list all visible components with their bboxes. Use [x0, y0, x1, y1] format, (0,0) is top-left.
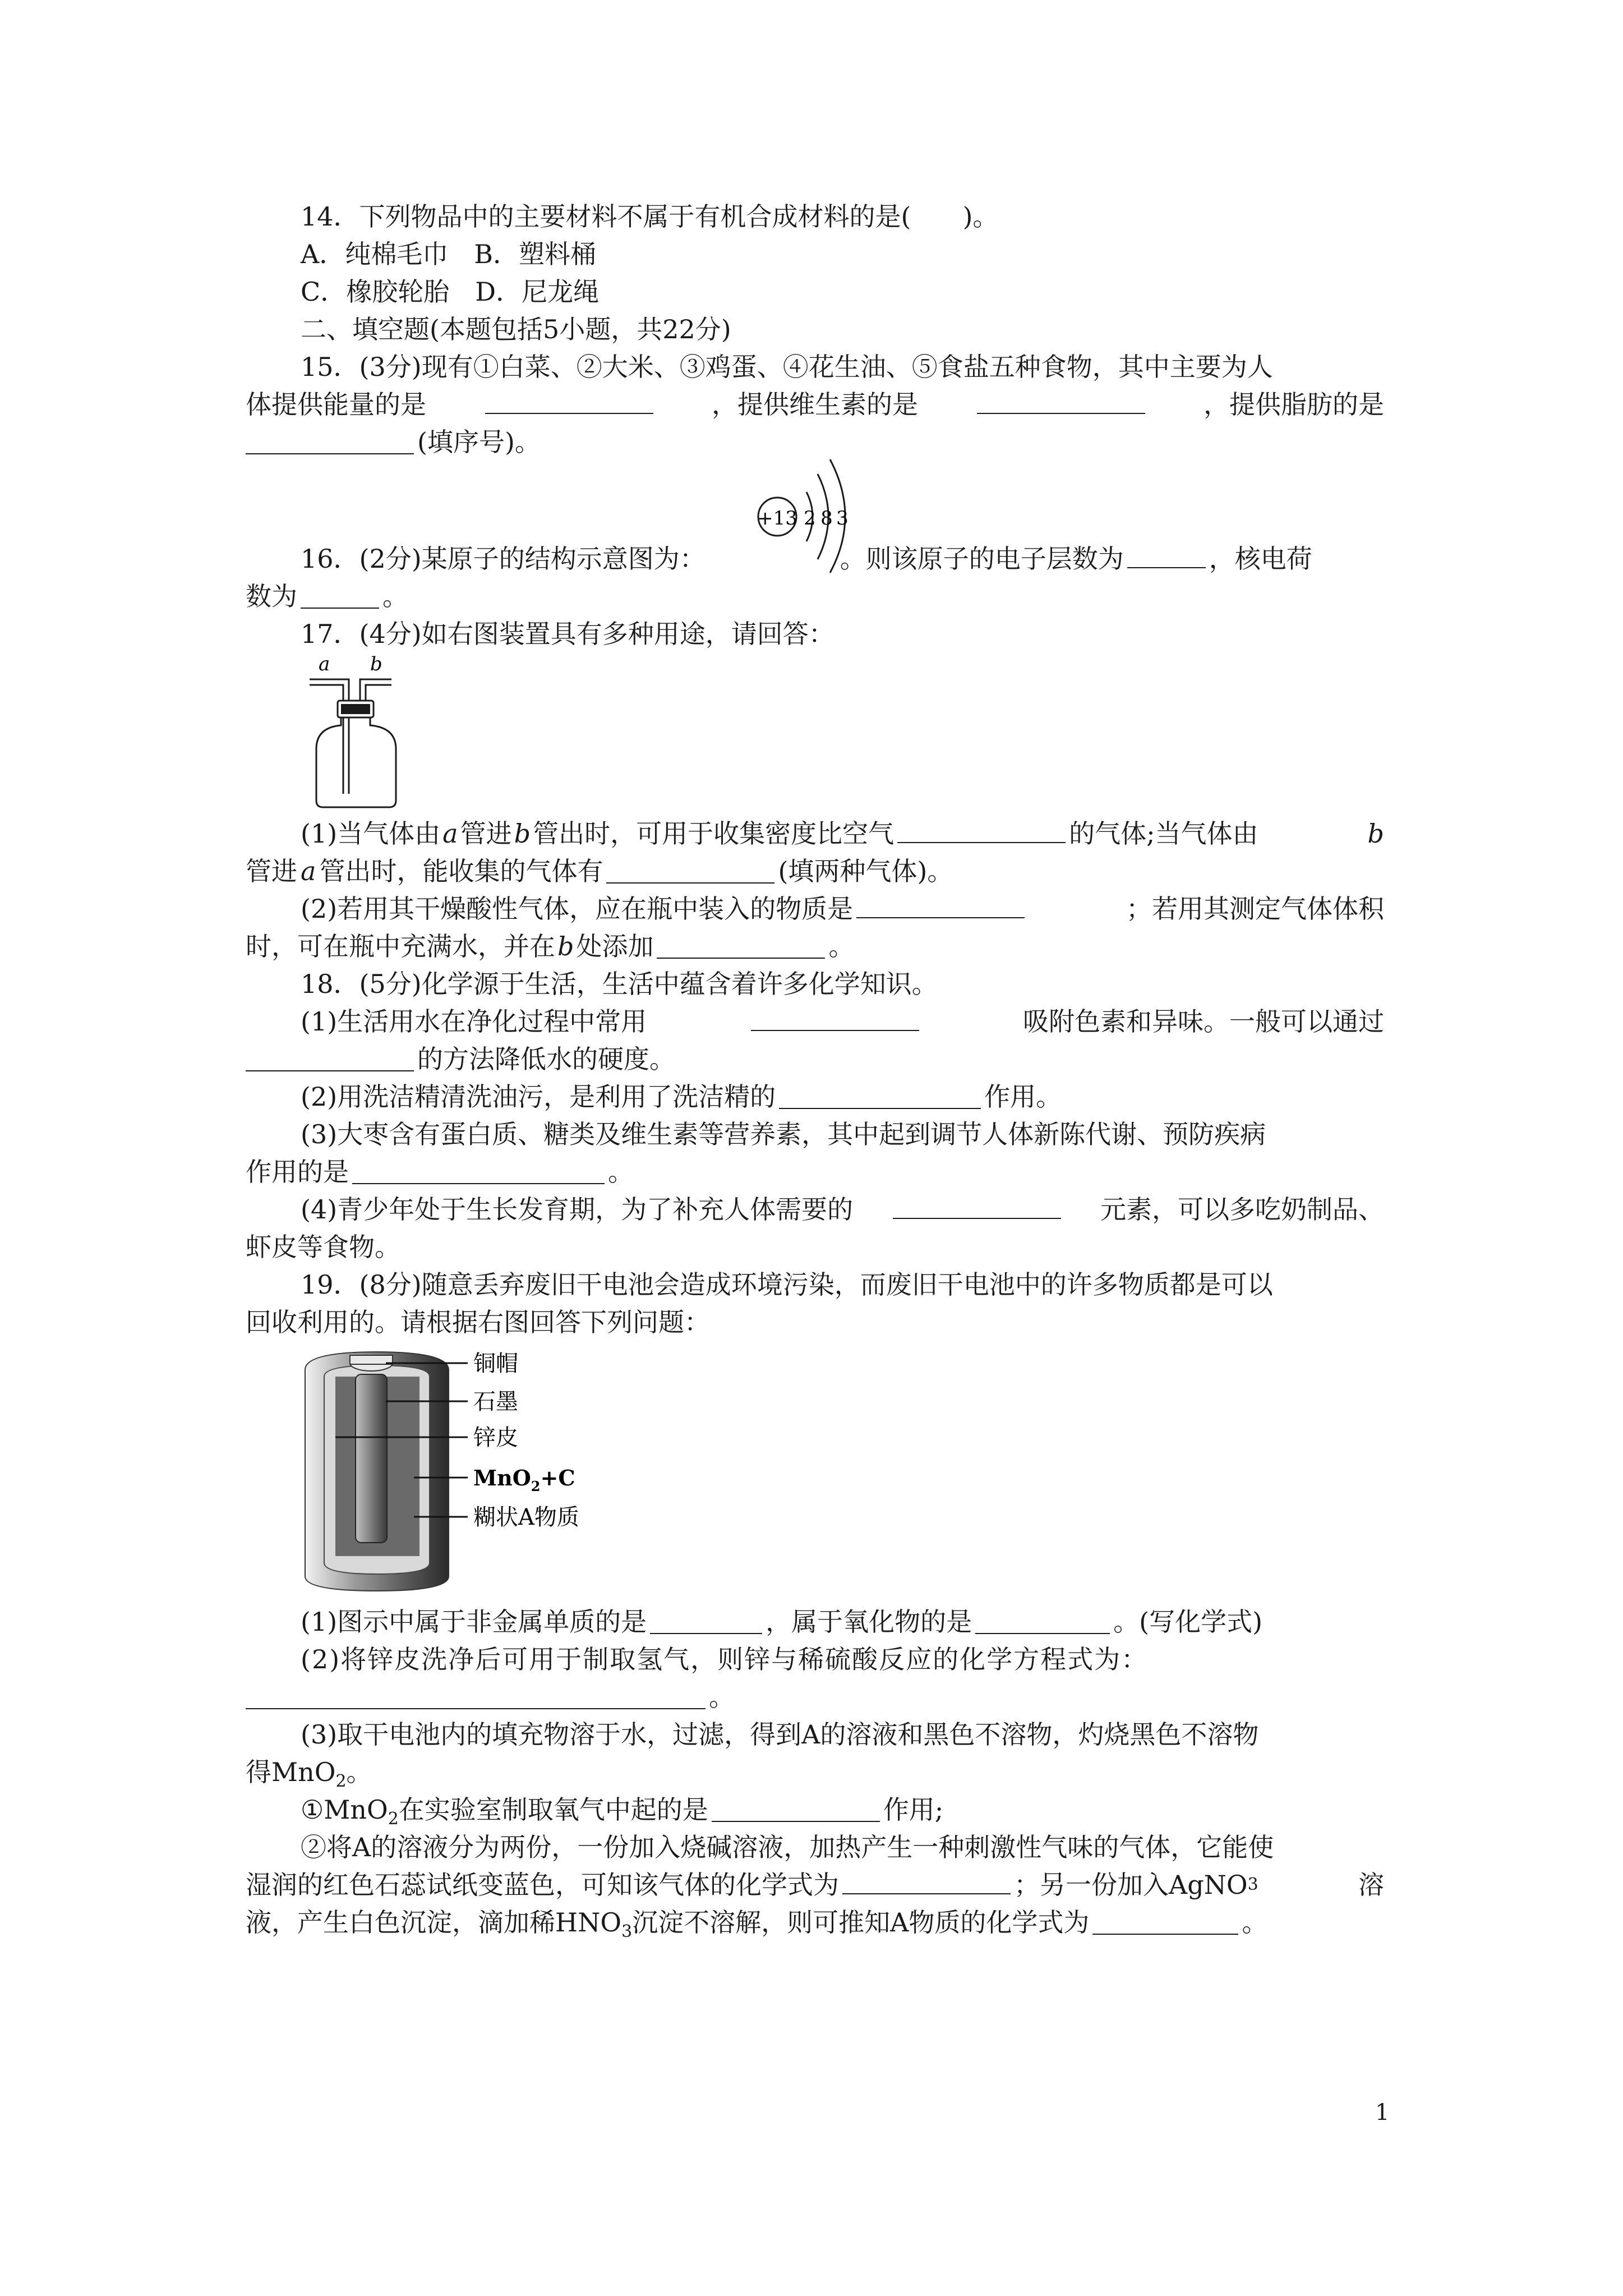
- q16-text-number: 数为: [246, 581, 297, 611]
- q17-blank-apparatus[interactable]: [657, 932, 825, 959]
- q17-p1-italic-a2: a: [301, 856, 316, 886]
- q18-p4-line2: 虾皮等食物。: [246, 1232, 400, 1262]
- q16-text-layers: 。则该原子的电子层数为: [840, 544, 1124, 574]
- q17-p2-text-4: 处添加: [576, 931, 654, 961]
- q19-blank-nonmetal[interactable]: [650, 1607, 762, 1634]
- label-mno2: MnO$_2$+C: [473, 1465, 575, 1494]
- q17-blank-drying-agent[interactable]: [856, 891, 1025, 918]
- q16-text-charge: ，核电荷: [1209, 544, 1312, 574]
- q18-p3-period: 。: [608, 1157, 634, 1187]
- q15-text-fat: ，提供脂肪的是: [1204, 389, 1384, 420]
- q19-s2-period: 。: [1242, 1907, 1268, 1938]
- q17-p2-period: 。: [828, 931, 855, 961]
- q19-s2-subscript: 3: [1247, 1875, 1258, 1894]
- q19-p2-line2: [246, 1680, 735, 1714]
- q19-p2-line1: [301, 1642, 1384, 1677]
- q18-p3-line1: (3)大枣含有蛋白质、糖类及维生素等营养素，其中起到调节人体新陈代谢、预防疾病: [301, 1119, 1266, 1149]
- q15-line2: [246, 387, 1384, 422]
- q18-p4-text-2: 元素，可以多吃奶制品、: [1100, 1194, 1384, 1225]
- q19-p2-text: (2)将锌皮洗净后可用于制取氢气，则锌与稀硫酸反应的化学方程式为：: [301, 1644, 1149, 1674]
- q18-p2: [301, 1079, 1062, 1114]
- q18-p1-text-1: (1)生活用水在净化过程中常用: [301, 1006, 647, 1037]
- q18-p3-line2: [246, 1154, 634, 1189]
- q19-blank-a-formula[interactable]: [1092, 1908, 1238, 1935]
- q17-p1-line1: [301, 816, 1384, 851]
- q19-p1: [301, 1604, 1262, 1639]
- q19-s2-line2: [246, 1867, 1384, 1902]
- q18-p1-text-2: 吸附色素和异味。一般可以通过: [1022, 1006, 1384, 1037]
- q17-blank-density[interactable]: [897, 816, 1066, 843]
- q18-blank-adsorbent[interactable]: [751, 1004, 919, 1031]
- q19-blank-equation[interactable]: [246, 1682, 706, 1709]
- q17-p1-text-2: 管进: [460, 818, 512, 849]
- q18-p1-text-3: 的方法降低水的硬度。: [417, 1044, 675, 1074]
- label-graphite: 石墨: [473, 1389, 518, 1415]
- q16-period: 。: [382, 581, 408, 611]
- q15-line3: [246, 425, 541, 459]
- dry-battery-diagram: [302, 1341, 616, 1599]
- q17-p1-text-5: 管进: [246, 856, 297, 886]
- q19-p1-text-3: 。(写化学式): [1113, 1607, 1263, 1637]
- q19-s2-line3: [246, 1905, 1267, 1949]
- shell-electrons-2: 8: [820, 507, 833, 530]
- q15-text-vitamin: ，提供维生素的是: [712, 389, 918, 420]
- q19-blank-catalyst[interactable]: [712, 1795, 880, 1822]
- q19-s1-text-2: 在实验室制取氧气中起的是: [398, 1795, 708, 1825]
- q19-line1: 19．(8分)随意丢弃废旧干电池会造成环境污染，而废旧干电池中的许多物质都是可以: [301, 1269, 1273, 1300]
- q18-blank-vitamin[interactable]: [352, 1157, 605, 1184]
- q19-s2-text-3: 溶: [1358, 1870, 1384, 1900]
- q17-p2-text-1: (2)若用其干燥酸性气体，应在瓶中装入的物质是: [301, 894, 854, 924]
- graphite-rod: [356, 1374, 387, 1543]
- q19-s2-line1: ②将A的溶液分为两份，一份加入烧碱溶液，加热产生一种刺激性气味的气体，它能使: [301, 1832, 1274, 1862]
- q16-text-intro: 16．(2分)某原子的结构示意图为：: [301, 544, 706, 574]
- q18-blank-softening[interactable]: [246, 1045, 414, 1071]
- label-copper-cap: 铜帽: [473, 1351, 518, 1377]
- q16-line2: [246, 579, 408, 614]
- q19-s2-text-2: ；另一份加入AgNO: [1014, 1870, 1248, 1900]
- q16-line1: [301, 541, 1384, 576]
- shell-electrons-1: 2: [804, 507, 816, 530]
- q18-p4-text-1: (4)青少年处于生长发育期，为了补充人体需要的: [301, 1194, 854, 1225]
- nucleus-charge: +13: [757, 507, 797, 530]
- q15-blank-fat[interactable]: [246, 427, 414, 454]
- q18-p2-text-1: (2)用洗洁精清洗油污，是利用了洗洁精的: [301, 1082, 776, 1112]
- q19-p1-text-2: ，属于氧化物的是: [766, 1607, 972, 1637]
- q19-blank-gas-formula[interactable]: [842, 1867, 1011, 1894]
- q14-options-ab: A．纯棉毛巾 B．塑料桶: [301, 239, 597, 269]
- q17-p2-text-2: ；若用其测定气体体积: [1126, 894, 1384, 924]
- bottle-body: [316, 717, 396, 807]
- tube-label-b: b: [370, 654, 382, 675]
- q17-p2-line1: [301, 891, 1384, 926]
- q19-p3-period: 。: [346, 1757, 372, 1787]
- q17-p1-line2: [246, 854, 953, 889]
- q17-p1-text-1: (1)当气体由: [301, 818, 441, 849]
- q15-text-energy: 体提供能量的是: [246, 389, 426, 420]
- q17-p1-italic-b2: b: [1367, 818, 1384, 849]
- q18-p1-line2: [246, 1042, 675, 1076]
- gas-bottle-diagram: [307, 654, 408, 811]
- q19-p3-line1: (3)取干电池内的填充物溶于水，过滤，得到A的溶液和黑色不溶物，灼烧黑色不溶物: [301, 1719, 1259, 1750]
- q18-p1-line1: [301, 1004, 1384, 1039]
- q15-fill-hint: (填序号)。: [417, 427, 541, 457]
- q19-s1-text-3: 作用;: [883, 1795, 944, 1825]
- q14-options-cd: C．橡胶轮胎 D．尼龙绳: [301, 277, 600, 307]
- q19-s2-subscript-2: 3: [621, 1922, 633, 1941]
- q17-p1-text-3: 管出时，可用于收集密度比空气: [533, 818, 895, 849]
- q19-s2-text-5: 沉淀不溶解，则可推知A物质的化学式为: [632, 1907, 1090, 1938]
- q18-p3-text-1: 作用的是: [246, 1157, 349, 1187]
- q15-line1: 15．(3分)现有①白菜、②大米、③鸡蛋、④花生油、⑤食盐五种食物，其中主要为人: [301, 352, 1273, 382]
- q18-p4-line1: [301, 1192, 1384, 1227]
- q15-blank-vitamin[interactable]: [977, 387, 1145, 414]
- q17-p1-italic-b: b: [514, 818, 531, 849]
- section-heading: 二、填空题(本题包括5小题，共22分): [301, 314, 731, 344]
- q18-p2-text-2: 作用。: [984, 1082, 1062, 1112]
- q17-p2-line2: [246, 929, 854, 964]
- q17-line1: 17．(4分)如右图装置具有多种用途，请回答：: [301, 619, 834, 649]
- q19-p2-period: 。: [709, 1682, 735, 1712]
- q18-blank-emulsify[interactable]: [779, 1082, 981, 1109]
- q17-p1-text-4: 的气体;当气体由: [1069, 818, 1258, 849]
- stopper-band: [341, 704, 370, 714]
- q19-blank-oxide[interactable]: [975, 1607, 1110, 1634]
- tube-label-a: a: [319, 654, 330, 675]
- label-paste: 糊状A物质: [473, 1504, 579, 1530]
- label-zinc: 锌皮: [473, 1425, 518, 1451]
- q19-s1-text-1: ①MnO: [301, 1795, 388, 1825]
- q17-p2-italic-b: b: [557, 931, 574, 961]
- q14-stem: 14．下列物品中的主要材料不属于有机合成材料的是( )。: [301, 201, 999, 232]
- q17-p2-text-3: 时，可在瓶中充满水，并在: [246, 931, 555, 961]
- q19-s1-subscript: 2: [388, 1809, 399, 1829]
- q17-p1-italic-a: a: [442, 818, 458, 849]
- q17-blank-gases[interactable]: [606, 857, 774, 884]
- q15-blank-energy[interactable]: [485, 387, 653, 414]
- q19-s2-text-1: 湿润的红色石蕊试纸变蓝色，可知该气体的化学式为: [246, 1870, 839, 1900]
- q18-line1: 18．(5分)化学源于生活，生活中蕴含着许多化学知识。: [301, 969, 938, 999]
- q19-p3-text: 得MnO: [246, 1757, 336, 1787]
- q19-p3-subscript: 2: [335, 1772, 347, 1791]
- q16-blank-charge[interactable]: [301, 582, 379, 609]
- q19-p1-text-1: (1)图示中属于非金属单质的是: [301, 1607, 647, 1637]
- q17-p1-text-6: 管出时，能收集的气体有: [319, 856, 603, 886]
- atom-diagram-gap: [706, 541, 840, 576]
- q19-line2: 回收利用的。请根据右图回答下列问题：: [246, 1307, 710, 1337]
- q19-s2-text-4: 液，产生白色沉淀，滴加稀HNO: [246, 1907, 622, 1938]
- page-number: 1: [1375, 2100, 1390, 2125]
- q16-blank-layers[interactable]: [1127, 541, 1206, 568]
- shell-electrons-3: 3: [836, 507, 849, 530]
- q17-p1-text-7: (填两种气体)。: [778, 856, 953, 886]
- q18-blank-element[interactable]: [893, 1192, 1061, 1219]
